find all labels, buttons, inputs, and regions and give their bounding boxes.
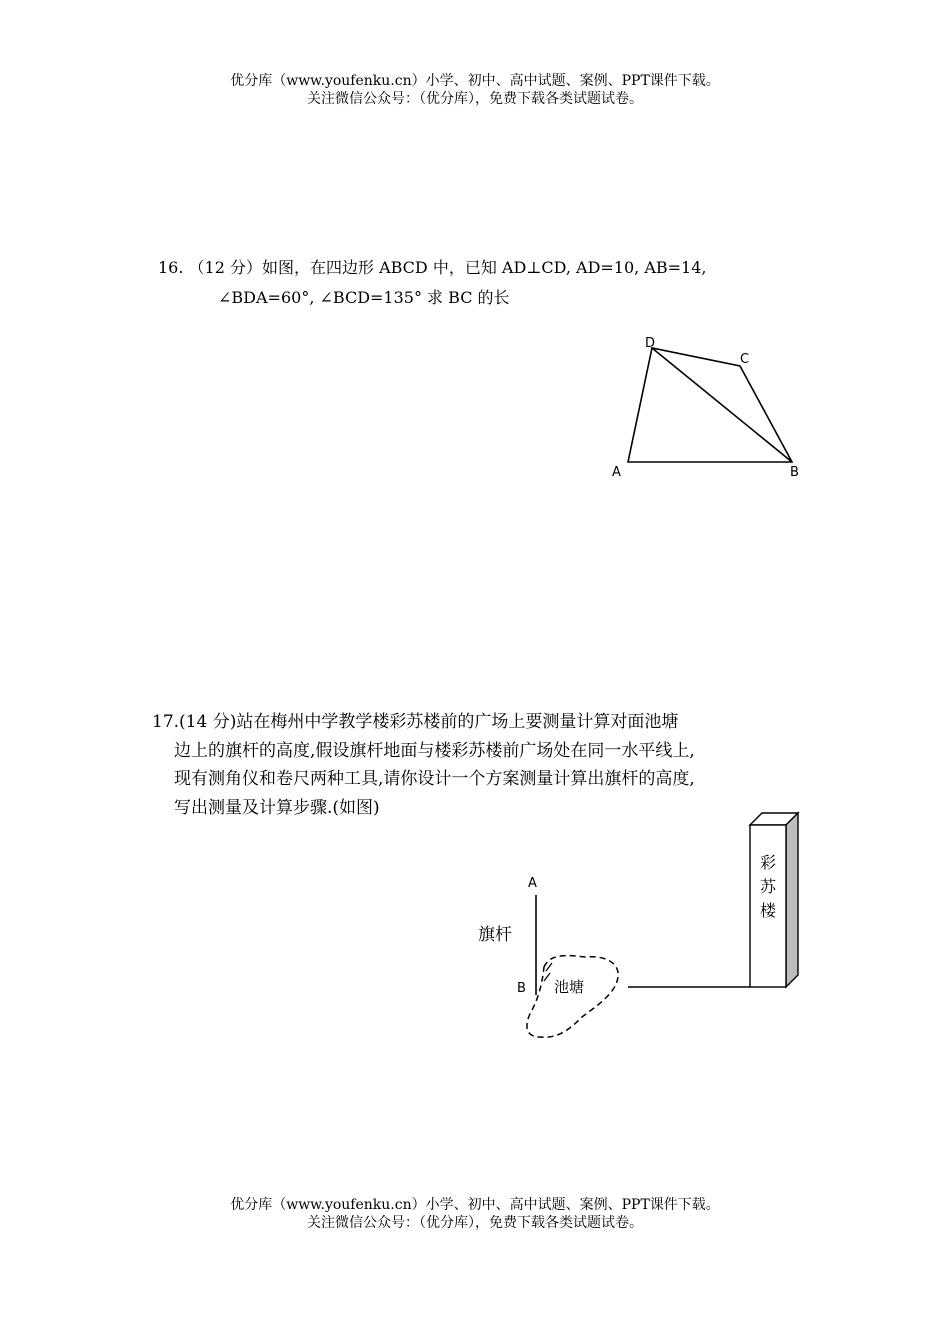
q17-line-1: 17.(14 分)站在梅州中学教学楼彩苏楼前的广场上要测量计算对面池塘 [152,712,679,732]
q17-flagpole-figure [470,805,810,1050]
label-c: C [740,352,750,367]
label-d: D [645,336,656,351]
diagonal-db [652,348,792,462]
page-footer [0,1196,950,1232]
pond-label: 池塘 [554,978,585,996]
building-char-2: 苏 [759,877,777,896]
building [750,813,798,987]
footer-line-2: 关注微信公众号：（优分库），免费下载各类试题试卷。 [307,1215,643,1231]
label-flag-b: B [517,981,526,996]
label-b: B [790,465,799,480]
q16-line-2: ∠BDA=60°, ∠BCD=135° 求 BC 的长 [218,288,510,307]
flagpole-label: 旗杆 [478,925,512,945]
label-flag-a: A [528,876,537,891]
q16-line-1: 16. （12 分）如图，在四边形 ABCD 中，已知 AD⊥CD, AD=10, AB=14, [158,258,707,277]
q16-quadrilateral-figure [600,330,820,490]
quad-abcd [628,348,792,462]
q17-line-2: 边上的旗杆的高度,假设旗杆地面与楼彩苏楼前广场处在同一水平线上, [174,740,695,761]
header-line-1: 优分库（www.youfenku.cn）小学、初中、高中试题、案例、PPT课件下载。 [230,73,720,89]
question-16 [158,253,707,313]
header-line-2: 关注微信公众号：（优分库），免费下载各类试题试卷。 [307,91,643,107]
building-char-3: 楼 [759,901,777,920]
page-header [0,72,950,108]
pond-outline [527,956,618,1038]
label-a: A [612,465,621,480]
q17-line-4: 写出测量及计算步骤.(如图) [174,797,380,818]
q17-line-3: 现有测角仪和卷尺两种工具,请你设计一个方案测量计算出旗杆的高度, [174,769,695,789]
building-char-1: 彩 [759,853,777,872]
footer-line-1: 优分库（www.youfenku.cn）小学、初中、高中试题、案例、PPT课件下载。 [230,1197,720,1213]
